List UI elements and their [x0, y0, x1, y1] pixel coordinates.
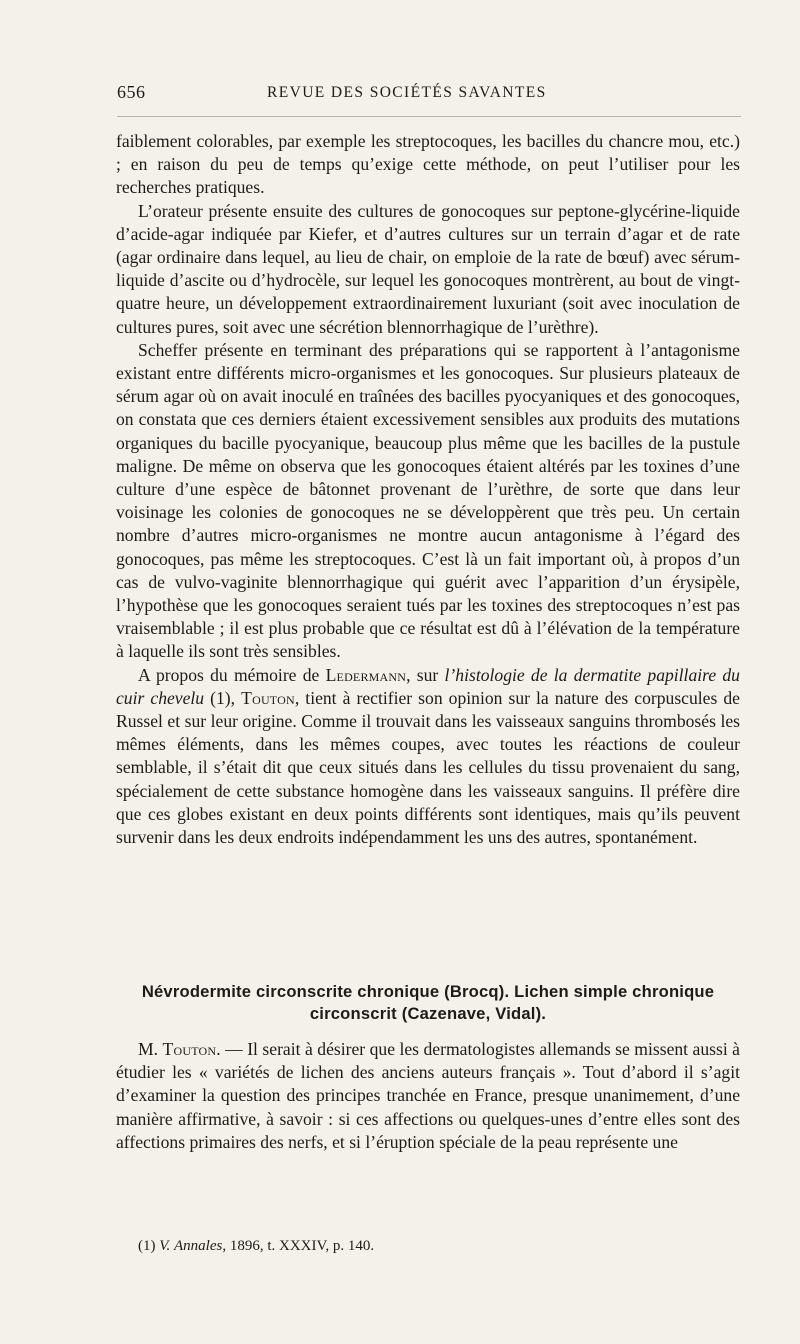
- author-touton: Touton: [241, 687, 295, 708]
- footnote: [138, 1236, 738, 1256]
- footnote-details: , 1896, t. XXXIV, p. 140.: [222, 1238, 375, 1254]
- footnote-ref: (1),: [210, 687, 236, 708]
- paragraph-cultures: L’orateur présente ensuite des cultures de gonocoques sur peptone-glycérine-liquide d’acide-agar indiquée par Kiefer, et d’autres cultures sur un terrain d’agar et de rate (agar ordinaire dans lequel, au lieu de chair, on emploie de la rate de bœuf) avec sérum-liquide d’ascite ou d’hydrocèle, sur lequel les gonocoques montrèrent, au bout de vingt-quatre heure, un développement extraordinairement luxuriant (soit avec inoculation de cultures pures, soit avec une sécrétion blennorrhagique de l’urèthre).: [116, 200, 740, 337]
- header-rule: [117, 116, 741, 117]
- footnote-journal: Annales: [173, 1238, 223, 1254]
- page-header: [117, 82, 741, 106]
- p5-lead: M.: [138, 1039, 159, 1059]
- running-title: REVUE DES SOCIÉTÉS SAVANTES: [267, 84, 547, 101]
- footnote-source: V.: [159, 1238, 171, 1254]
- footnote-marker: (1): [138, 1238, 156, 1254]
- body-text-section: [116, 1038, 740, 1154]
- paragraph-antagonism: Scheffer présente en terminant des préparations qui se rapportent à l’antagonisme existant entre différents micro-organismes et les gonocoques. Sur plusieurs plateaux de sérum agar où on avait inoculé en traînées des bacilles pyocyaniques et des gonocoques, on constata que ces derniers étaient excessivement sensibles aux produits des mutations organiques du bacille pyocyanique, beaucoup plus même que les bacilles de la pustule maligne. De même on observa que les gonocoques étaient altérés par les toxines d’une culture d’une espèce de bâtonnet provenant de l’urèthre, de sorte que dans leur voisinage les colonies de gonocoques ne se développèrent que très peu. Un certain nombre d’autres micro-organismes ne montre aucun antagonisme à l’égard des gonocoques, pas même les streptocoques. C’est là un fait important où, à propos d’un cas de vulvo-vaginite blennorrhagique qui guérit avec l’apparition d’un érysipèle, l’hypothèse que les gonocoques seraient tués par les toxines des streptocoques n’est pas vraisemblable ; il est plus probable que ce résultat est dû à l’élévation de la température à laquelle ils sont très sensibles.: [116, 339, 740, 662]
- p4-lead: A propos du mémoire de: [138, 664, 320, 685]
- author-ledermann: Ledermann: [325, 664, 407, 685]
- page-number: 656: [117, 82, 146, 102]
- body-text: [116, 130, 740, 849]
- work-title: l’histologie de la dermatite papillaire du cuir chevelu: [116, 664, 740, 708]
- paragraph-continuation: faiblement colorables, par exemple les streptocoques, les bacilles du chancre mou, etc.) ; en raison du peu de temps qu’exige cette méthode, on peut l’utiliser pour les recherches pratiques.: [116, 131, 740, 198]
- p4-mid1: , sur: [406, 664, 439, 685]
- paragraph-ledermann: [116, 664, 740, 850]
- p4-rest: , tient à rectifier son opinion sur la nature des corpuscules de Russel et sur leur origine. Comme il trouvait dans les vaisseaux sanguins thrombosés les mêmes éléments, dans les mêmes coupes, avec toutes les réactions de couleur semblable, il s’était dit que ceux situés dans les cellules du tissu provenaient du sang, spécialement de cette substance homogène dans les vaisseaux sanguins. Il préfère dire que ces globes existant en deux points différents sont identiques, mais qu’ils peuvent survenir dans les deux endroits indépendamment les uns des autres, spontanément.: [116, 687, 740, 848]
- paragraph-touton: [116, 1038, 740, 1154]
- section-title: Névrodermite circonscrite chronique (Brocq). Lichen simple chronique circonscrit (Cazenave, Vidal).: [141, 982, 715, 1023]
- author-touton-2: Touton: [162, 1039, 217, 1059]
- p5-rest: . — Il serait à désirer que les dermatologistes allemands se missent aussi à étudier les « variétés de lichen des anciens auteurs français ». Tout d’abord il s’agit d’examiner la question des principes tranchée en France, presque unanimement, d’une manière affirmative, à savoir : si ces affections ou quelques-unes d’entre elles sont des affections primaires des nerfs, et si l’éruption spéciale de la peau représente une: [116, 1039, 740, 1152]
